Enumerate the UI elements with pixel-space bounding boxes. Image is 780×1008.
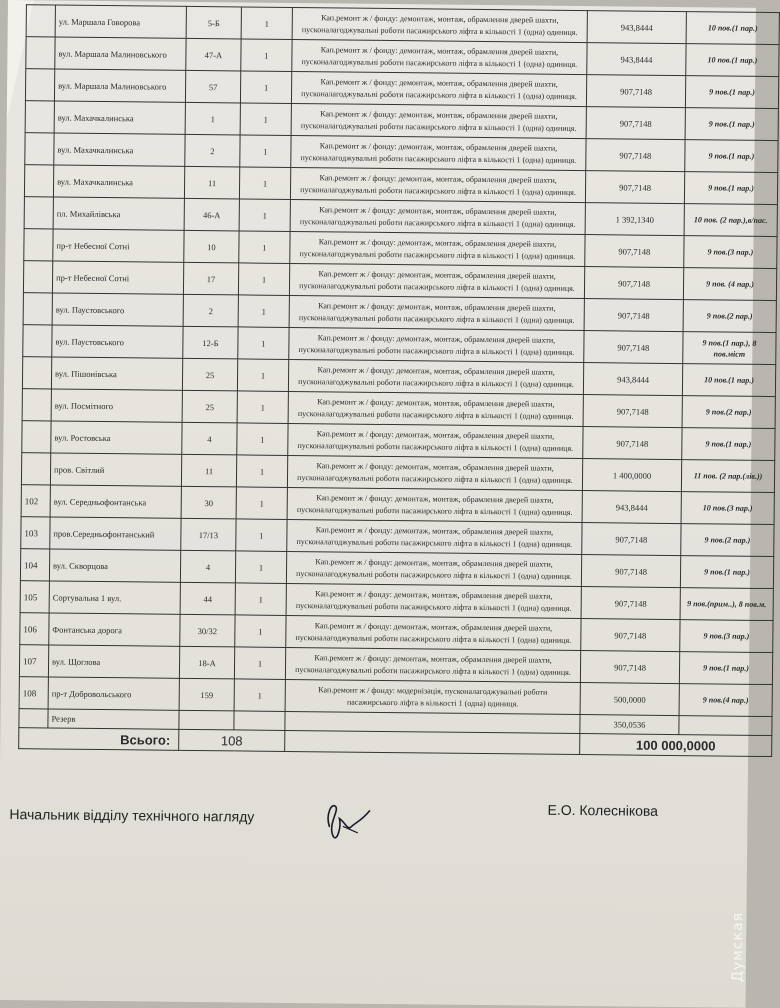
cost-value: 1 400,0000 bbox=[582, 459, 681, 492]
work-description bbox=[288, 423, 583, 458]
floors-note: 10 пов.(1 пар.) bbox=[686, 44, 779, 77]
work-line: пусконалагоджувальні роботи пасажирського ліфта в кількості 1 (одна) одиниця. bbox=[296, 504, 573, 517]
row-number bbox=[24, 165, 53, 197]
cost-value: 907,7148 bbox=[581, 619, 680, 652]
floors-note: 9 пов.(1 пар.) bbox=[684, 172, 777, 205]
cost-value: 907,7148 bbox=[586, 107, 685, 140]
floors-note: 9 пов.(1 пар.) bbox=[685, 108, 778, 141]
street-name: вул. Паустовського bbox=[52, 293, 183, 326]
row-number: 104 bbox=[20, 549, 49, 581]
row-number bbox=[24, 197, 53, 229]
row-number bbox=[22, 357, 51, 389]
street-name: пл. Михайлівська bbox=[53, 197, 184, 230]
work-description bbox=[287, 455, 582, 490]
work-line: пусконалагоджувальні роботи пасажирського ліфта в кількості 1 (одна) одиниця. bbox=[297, 440, 574, 453]
blank-cell bbox=[179, 710, 234, 730]
work-description bbox=[285, 647, 580, 682]
row-number bbox=[25, 69, 54, 101]
floors-note: 9 пов.(3 пар.) bbox=[680, 620, 773, 653]
work-line: Кап.ремонт ж / фонду: демонтаж, монтаж, обрамлення дверей шахти, bbox=[315, 524, 554, 537]
cost-value: 907,7148 bbox=[586, 139, 685, 172]
floors-note: 9 пов.(2 пар.) bbox=[682, 396, 775, 429]
cost-value: 907,7148 bbox=[585, 171, 684, 204]
street-name: вул. Махачкалинська bbox=[53, 165, 184, 198]
work-line: Кап.ремонт ж / фонду: демонтаж, монтаж, обрамлення дверей шахти, bbox=[317, 364, 555, 377]
house-number: 5-Б bbox=[186, 6, 241, 39]
work-line: Кап.ремонт ж / фонду: демонтаж, монтаж, обрамлення дверей шахти, bbox=[316, 492, 554, 505]
work-description bbox=[290, 199, 585, 234]
street-name: пров. Світлий bbox=[50, 453, 181, 486]
floors-note: 9 пов.(3 пар.) bbox=[684, 236, 777, 269]
work-description bbox=[291, 71, 586, 106]
work-line: Кап.ремонт ж / фонду: демонтаж, монтаж, обрамлення дверей шахти, bbox=[319, 204, 557, 217]
house-number: 25 bbox=[182, 358, 237, 391]
lift-quantity: 1 bbox=[237, 391, 288, 424]
street-name: вул. Маршала Малиновського bbox=[54, 69, 185, 102]
signature-title: Начальник відділу технічного нагляду bbox=[9, 806, 255, 825]
cost-value: 907,7148 bbox=[583, 427, 682, 460]
lift-quantity: 1 bbox=[241, 7, 292, 40]
house-number: 57 bbox=[185, 70, 240, 103]
blank-cell bbox=[234, 711, 285, 731]
work-line: Кап.ремонт ж / фонду: демонтаж, монтаж, обрамлення дверей шахти, bbox=[315, 556, 553, 569]
work-line: Кап.ремонт ж / фонду: демонтаж, монтаж, обрамлення дверей шахти, bbox=[319, 172, 557, 185]
lift-quantity: 1 bbox=[238, 295, 289, 328]
row-number: 106 bbox=[20, 613, 49, 645]
street-name: вул. Маршала Малиновського bbox=[55, 37, 186, 70]
house-number: 11 bbox=[181, 454, 236, 487]
work-description bbox=[287, 519, 582, 554]
work-line: пусконалагоджувальні роботи пасажирського ліфта в кількості 1 (одна) одиниця. bbox=[295, 632, 572, 645]
cost-value: 907,7148 bbox=[586, 75, 685, 108]
work-description bbox=[289, 327, 584, 362]
cost-value: 907,7148 bbox=[581, 555, 680, 588]
work-line: Кап.ремонт ж / фонду: демонтаж, монтаж, обрамлення дверей шахти, bbox=[320, 76, 558, 89]
work-line: пусконалагоджувальні роботи пасажирського ліфта в кількості 1 (одна) одиниця. bbox=[298, 312, 575, 325]
cost-value: 943,8444 bbox=[587, 43, 686, 76]
work-description bbox=[285, 679, 580, 714]
work-line: пусконалагоджувальні роботи пасажирського ліфта в кількості 1 (одна) одиниця. bbox=[301, 88, 577, 101]
work-line: пасажирського ліфта в кількості 1 (одна) одиниця. bbox=[346, 697, 519, 708]
street-name: вул. Паустовського bbox=[52, 325, 183, 358]
house-number: 1 bbox=[185, 102, 240, 135]
floors-note: 9 пов.(1 пар.) bbox=[682, 428, 775, 461]
lift-quantity: 1 bbox=[237, 359, 288, 392]
cost-value: 907,7148 bbox=[580, 651, 679, 684]
handwritten-signature bbox=[317, 796, 377, 845]
row-number bbox=[26, 5, 55, 37]
work-line: пусконалагоджувальні роботи пасажирського ліфта в кількості 1 (одна) одиниця. bbox=[297, 408, 574, 421]
street-name: вул. Посмітного bbox=[51, 389, 182, 422]
street-name: вул. Махачкалинська bbox=[54, 101, 185, 134]
floors-note: 9 пов.(1 пар.) bbox=[679, 652, 772, 685]
work-description bbox=[288, 391, 583, 426]
house-number: 30/32 bbox=[180, 614, 235, 647]
cost-value: 1 392,1340 bbox=[585, 203, 684, 236]
street-name: пр-т Небесної Сотні bbox=[53, 229, 184, 262]
floors-note: 10 пов.(1 пар.) bbox=[682, 364, 775, 397]
total-label: Всього: bbox=[19, 728, 179, 751]
work-description bbox=[292, 7, 587, 42]
work-line: Кап.ремонт ж / фонду: демонтаж, монтаж, обрамлення дверей шахти, bbox=[314, 652, 552, 665]
street-name: ул. Маршала Говорова bbox=[55, 5, 186, 38]
floors-note: 9 пов. (4 пар.) bbox=[683, 268, 776, 301]
lift-quantity: 1 bbox=[236, 487, 287, 520]
blank-cell bbox=[285, 730, 580, 754]
cost-value: 907,7148 bbox=[584, 331, 683, 364]
lift-quantity: 1 bbox=[237, 423, 288, 456]
row-number bbox=[26, 37, 55, 69]
house-number: 30 bbox=[181, 486, 236, 519]
floors-note: 9 пов.(1 пар.), 8 пов.міст bbox=[683, 332, 776, 365]
work-description bbox=[291, 103, 586, 138]
lift-quantity: 1 bbox=[235, 583, 286, 616]
house-number: 12-Б bbox=[183, 326, 238, 359]
house-number: 44 bbox=[180, 582, 235, 615]
house-number: 11 bbox=[184, 166, 239, 199]
blank-cell bbox=[19, 709, 48, 728]
work-line: пусконалагоджувальні роботи пасажирського ліфта в кількості 1 (одна) одиниця. bbox=[296, 568, 572, 581]
floors-note: 9 пов.(1 пар.) bbox=[685, 76, 778, 109]
house-number: 2 bbox=[185, 134, 240, 167]
floors-note: 11 пов. (2 пар.(лів.)) bbox=[681, 460, 774, 493]
work-line: Кап.ремонт ж / фонду: демонтаж, монтаж, обрамлення дверей шахти, bbox=[320, 44, 559, 57]
cost-value: 907,7148 bbox=[581, 587, 680, 620]
cost-value: 907,7148 bbox=[583, 395, 682, 428]
row-number bbox=[21, 453, 50, 485]
lift-quantity: 1 bbox=[235, 615, 286, 648]
work-line: пусконалагоджувальні роботи пасажирського ліфта в кількості 1 (одна) одиниця. bbox=[298, 344, 575, 357]
work-line: Кап.ремонт ж / фонду: демонтаж, монтаж, обрамлення дверей шахти, bbox=[317, 332, 556, 345]
work-line: Кап.ремонт ж / фонду: демонтаж, монтаж, обрамлення дверей шахти, bbox=[318, 236, 557, 249]
blank-cell bbox=[679, 716, 772, 736]
total-cost: 100 000,0000 bbox=[580, 734, 772, 757]
work-line: пусконалагоджувальні роботи пасажирського ліфта в кількості 1 (одна) одиниця. bbox=[300, 120, 577, 133]
work-line: Кап.ремонт ж / фонду: демонтаж, монтаж, обрамлення дверей шахти, bbox=[314, 620, 553, 633]
street-name: вул. Щоглова bbox=[48, 645, 179, 678]
work-description bbox=[291, 135, 586, 170]
work-line: пусконалагоджувальні роботи пасажирського ліфта в кількості 1 (одна) одиниця. bbox=[295, 600, 572, 613]
row-number bbox=[25, 133, 54, 165]
work-description bbox=[287, 487, 582, 522]
work-line: пусконалагоджувальні роботи пасажирського ліфта в кількості 1 (одна) одиниця. bbox=[296, 536, 573, 549]
floors-note: 9 пов.(4 пар.) bbox=[679, 684, 772, 717]
row-number bbox=[22, 389, 51, 421]
cost-value: 907,7148 bbox=[584, 299, 683, 332]
work-description bbox=[289, 295, 584, 330]
lift-quantity: 1 bbox=[240, 71, 291, 104]
floors-note: 9 пов.(2 пар.) bbox=[681, 524, 774, 557]
row-number bbox=[25, 101, 54, 133]
reserve-label: Резерв bbox=[48, 709, 179, 729]
watermark: Думская bbox=[730, 912, 746, 982]
row-number bbox=[23, 293, 52, 325]
lift-quantity: 1 bbox=[239, 199, 290, 232]
floors-note: 10 пов.(3 пар.) bbox=[681, 492, 774, 525]
row-number: 103 bbox=[21, 517, 50, 549]
street-name: вул. Махачкалинська bbox=[54, 133, 185, 166]
cost-value: 500,0000 bbox=[580, 683, 679, 716]
row-number: 105 bbox=[20, 581, 49, 613]
work-line: пусконалагоджувальні роботи пасажирського ліфта в кількості 1 (одна) одиниця. bbox=[301, 24, 578, 37]
floors-note: 9 пов.(прим..), 8 пов.м. bbox=[680, 588, 773, 621]
house-number: 10 bbox=[184, 230, 239, 263]
work-line: Кап.ремонт ж / фонду: демонтаж, монтаж, обрамлення дверей шахти, bbox=[316, 428, 555, 441]
work-description bbox=[290, 231, 585, 266]
work-line: Кап.ремонт ж / фонду: модернізація, пусконалагоджувальні роботи bbox=[318, 684, 548, 697]
work-line: пусконалагоджувальні роботи пасажирського ліфта в кількості 1 (одна) одиниця. bbox=[297, 472, 573, 485]
row-number: 108 bbox=[19, 677, 48, 709]
lift-quantity: 1 bbox=[236, 455, 287, 488]
total-quantity: 108 bbox=[179, 729, 285, 751]
house-number: 17 bbox=[183, 262, 238, 295]
work-line: Кап.ремонт ж / фонду: демонтаж, монтаж, обрамлення дверей шахти, bbox=[319, 140, 558, 153]
lift-quantity: 1 bbox=[238, 327, 289, 360]
street-name: Фонтанська дорога bbox=[49, 613, 180, 646]
row-number: 102 bbox=[21, 485, 50, 517]
house-number: 17/13 bbox=[181, 518, 236, 551]
work-line: пусконалагоджувальні роботи пасажирського ліфта в кількості 1 (одна) одиниця. bbox=[300, 152, 577, 165]
work-description bbox=[292, 39, 587, 74]
work-line: Кап.ремонт ж / фонду: демонтаж, монтаж, обрамлення дверей шахти, bbox=[321, 12, 559, 25]
street-name: пр-т Небесної Сотні bbox=[52, 261, 183, 294]
work-line: пусконалагоджувальні роботи пасажирського ліфта в кількості 1 (одна) одиниця. bbox=[295, 664, 571, 677]
work-description bbox=[286, 583, 581, 618]
house-number: 4 bbox=[180, 550, 235, 583]
floors-note: 9 пов.(2 пар.) bbox=[683, 300, 776, 333]
lift-quantity: 1 bbox=[239, 167, 290, 200]
street-name: Сортувальна 1 вул. bbox=[49, 581, 180, 614]
cost-value: 943,8444 bbox=[583, 363, 682, 396]
work-line: пусконалагоджувальні роботи пасажирського ліфта в кількості 1 (одна) одиниця. bbox=[301, 56, 578, 69]
work-line: пусконалагоджувальні роботи пасажирського ліфта в кількості 1 (одна) одиниця. bbox=[299, 280, 575, 293]
work-description bbox=[290, 167, 585, 202]
repair-table bbox=[18, 4, 780, 757]
street-name: пров.Середньофонтанський bbox=[50, 517, 181, 550]
house-number: 2 bbox=[183, 294, 238, 327]
cost-value: 943,8444 bbox=[587, 11, 686, 44]
house-number: 25 bbox=[182, 390, 237, 423]
work-line: Кап.ремонт ж / фонду: демонтаж, монтаж, обрамлення дверей шахти, bbox=[320, 108, 558, 121]
cost-value: 907,7148 bbox=[584, 267, 683, 300]
work-line: пусконалагоджувальні роботи пасажирського ліфта в кількості 1 (одна) одиниця. bbox=[299, 216, 576, 229]
work-line: Кап.ремонт ж / фонду: демонтаж, монтаж, обрамлення дверей шахти, bbox=[316, 460, 554, 473]
work-line: Кап.ремонт ж / фонду: демонтаж, монтаж, обрамлення дверей шахти, bbox=[318, 268, 556, 281]
house-number: 46-А bbox=[184, 198, 239, 231]
lift-quantity: 1 bbox=[241, 39, 292, 72]
lift-quantity: 1 bbox=[234, 647, 285, 680]
floors-note: 9 пов.(1 пар.) bbox=[685, 140, 778, 173]
street-name: вул. Скворцова bbox=[49, 549, 180, 582]
work-description bbox=[288, 359, 583, 394]
cost-value: 907,7148 bbox=[582, 523, 681, 556]
cost-value: 907,7148 bbox=[585, 235, 684, 268]
work-line: пусконалагоджувальні роботи пасажирського ліфта в кількості 1 (одна) одиниця. bbox=[298, 376, 574, 389]
signature-name: Е.О. Колеснікова bbox=[547, 801, 659, 819]
work-line: пусконалагоджувальні роботи пасажирського ліфта в кількості 1 (одна) одиниця. bbox=[300, 184, 576, 197]
street-name: вул. Пішонівська bbox=[51, 357, 182, 390]
street-name: пр-т Добровольського bbox=[48, 677, 179, 710]
lift-quantity: 1 bbox=[240, 135, 291, 168]
row-number bbox=[23, 325, 52, 357]
work-line: Кап.ремонт ж / фонду: демонтаж, монтаж, обрамлення дверей шахти, bbox=[318, 300, 556, 313]
street-name: вул. Ростовська bbox=[51, 421, 182, 454]
house-number: 18-А bbox=[179, 646, 234, 679]
lift-quantity: 1 bbox=[234, 679, 285, 712]
house-number: 4 bbox=[182, 422, 237, 455]
house-number: 159 bbox=[179, 678, 234, 711]
floors-note: 10 пов. (2 пар.),в/пас. bbox=[684, 204, 777, 237]
row-number bbox=[22, 421, 51, 453]
street-name: вул. Середньофонтанська bbox=[50, 485, 181, 518]
work-description bbox=[289, 263, 584, 298]
lift-quantity: 1 bbox=[240, 103, 291, 136]
work-line: пусконалагоджувальні роботи пасажирського ліфта в кількості 1 (одна) одиниця. bbox=[299, 248, 576, 261]
reserve-value: 350,0536 bbox=[580, 715, 679, 735]
cost-value: 943,8444 bbox=[582, 491, 681, 524]
row-number bbox=[23, 261, 52, 293]
work-description bbox=[286, 551, 581, 586]
work-line: Кап.ремонт ж / фонду: демонтаж, монтаж, обрамлення дверей шахти, bbox=[317, 396, 555, 409]
row-number bbox=[24, 229, 53, 261]
floors-note: 10 пов.(1 пар.) bbox=[686, 12, 779, 45]
house-number: 47-А bbox=[186, 38, 241, 71]
work-line: Кап.ремонт ж / фонду: демонтаж, монтаж, обрамлення дверей шахти, bbox=[315, 588, 553, 601]
row-number: 107 bbox=[19, 645, 48, 677]
floors-note: 9 пов.(1 пар.) bbox=[680, 556, 773, 589]
lift-quantity: 1 bbox=[238, 263, 289, 296]
work-description bbox=[286, 615, 581, 650]
lift-quantity: 1 bbox=[239, 231, 290, 264]
lift-quantity: 1 bbox=[236, 519, 287, 552]
lift-quantity: 1 bbox=[235, 551, 286, 584]
